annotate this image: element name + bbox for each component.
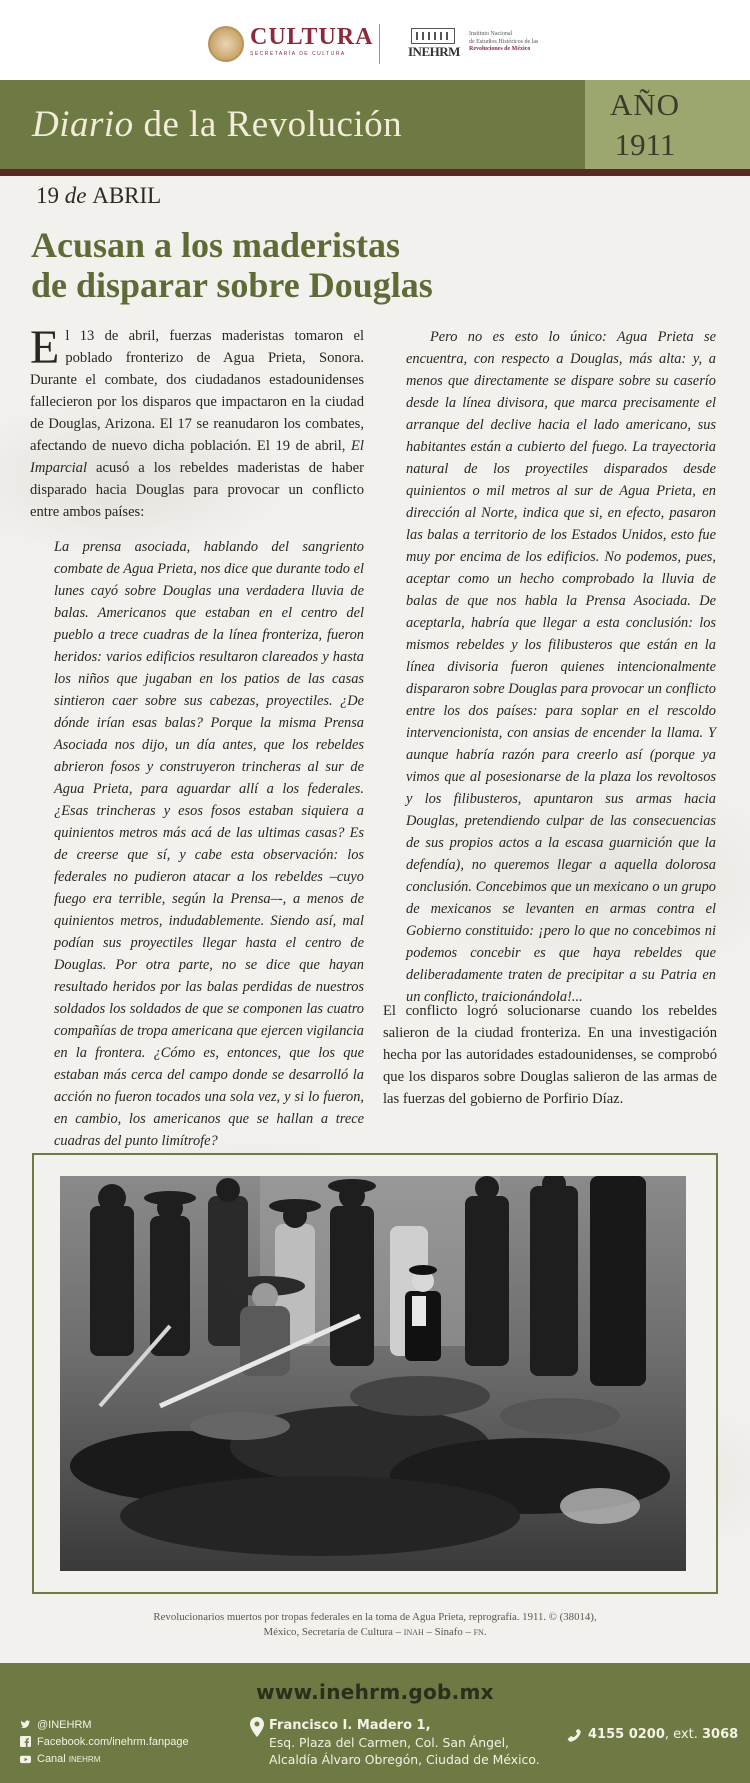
caption-credit-a: México, Secretaría de Cultura – [263, 1626, 404, 1638]
phone-icon [566, 1727, 582, 1743]
date-day: 19 [36, 183, 59, 208]
twitter-link[interactable] [20, 1716, 189, 1733]
youtube-label-a: Canal [37, 1752, 69, 1765]
photo-illustration [60, 1176, 686, 1571]
address-title: Francisco I. Madero 1, [269, 1718, 431, 1733]
quote-paragraph-2-text: Pero no es esto lo único: Agua Prieta se encuentra, con respecto a Douglas, más alta: y, a menos que directamente se dispare sobre su caserío desde la línea divisora, que marca precisamente el arranque del declive hacia el lado americano, sus habitantes están a cubierto del fuego. La trayectoria natural de los proyectiles disparados desde quinientos o mil metros al sur de Agua Prieta, en dirección al Norte, indica que si, en efecto, pasaron las balas a territorio de los Estados Unidos, esto fue muy por encima de los edificios. No podemos, pues, aceptar como un hecho comprobado la lluvia de balas de que nos habla la Prensa Asociada. De aceptarla, habría que llegar a esta conclusión: los mismos rebeldes y los filibusteros que están en la línea divisoria fueron quienes intencionalmente dispararon sobre Douglas para provocar un conflicto entre los dos países: para soplar en el rescoldo intervencionista, con ansias de encender la llama. Y aunque habría razón para creerlo así (porque ya vimos que al posesionarse de la plaza los revoltosos y los filibusteros, apuntaron sus armas hacia Douglas, pretendiendo culpar de las consecuencias de sus propios actos a la escasa guarnición que la defendía), no queremos llegar a aquella dolorosa conclusión. Concebimos que un mexicano o un grupo de mexicanos se levanten en armas contra el Gobierno constituido: ¡pero lo que no concebimos ni podemos concebir es que haya rebeldes que deliberadamente traten de precipitar a su Patria en un conflicto, traicionándola!... [406, 329, 716, 1005]
cultura-logo: CULTURA [250, 24, 374, 50]
address-line-3: Alcaldía Álvaro Obregón, Ciudad de México. [269, 1752, 540, 1767]
logo-divider [379, 24, 380, 64]
year-label: AÑO [609, 87, 681, 122]
phone-ext-label: , ext. [664, 1727, 702, 1742]
caption-credit-c: . [483, 1626, 487, 1638]
location-pin-icon [250, 1717, 264, 1737]
institute-line-3: Revoluciones de México [469, 46, 531, 52]
header-rule [0, 169, 750, 176]
social-links [20, 1716, 189, 1767]
newspaper-name: El Imparcial [30, 438, 364, 476]
mexico-seal-icon [208, 26, 244, 62]
youtube-icon [20, 1753, 31, 1764]
headline [31, 225, 531, 305]
institute-name [469, 31, 549, 54]
website-link[interactable]: www.inehrm.gob.mx [256, 1680, 494, 1704]
article-date [36, 183, 161, 209]
facebook-url: Facebook.com/inehrm.fanpage [37, 1735, 189, 1748]
inehrm-wordmark: INEHRM [408, 44, 460, 59]
phone-main: 4155 0200 [588, 1727, 665, 1742]
caption-line-2 [100, 1625, 650, 1640]
address-line-2: Esq. Plaza del Carmen, Col. San Ángel, [269, 1735, 509, 1750]
youtube-label [37, 1753, 100, 1765]
quote-paragraph-2 [406, 326, 716, 1008]
date-de: de [59, 183, 93, 208]
headline-line-2: de disparar sobre Douglas [31, 265, 433, 305]
header-title-rest: de la Revolución [133, 104, 403, 145]
caption-line-1: Revolucionarios muertos por tropas federales en la toma de Agua Prieta, reprografía. 1911. © (38014), [153, 1611, 597, 1623]
facebook-link[interactable] [20, 1733, 189, 1750]
quote-indent [406, 329, 430, 345]
youtube-link[interactable] [20, 1750, 189, 1767]
caption-fn: fn [473, 1626, 484, 1638]
photo-caption [100, 1610, 650, 1640]
year-value: 1911 [614, 127, 676, 162]
cultura-subtitle: SECRETARÍA DE CULTURA [250, 51, 346, 57]
intro-text-b: acusó a los rebeldes maderistas de haber disparado hacia Douglas para provocar un conflicto entre ambos países: [30, 460, 364, 520]
headline-line-1: Acusan a los maderistas [31, 225, 401, 265]
drop-cap: E [30, 321, 60, 374]
twitter-handle: @INEHRM [37, 1718, 92, 1731]
header-title [32, 103, 402, 146]
phone-number[interactable] [588, 1727, 738, 1742]
address [269, 1716, 540, 1768]
header-title-italic: Diario [32, 104, 134, 145]
inehrm-logo [407, 28, 463, 58]
phone-ext: 3068 [701, 1727, 739, 1742]
youtube-label-b: inehrm [68, 1752, 101, 1765]
caption-inah: inah [403, 1626, 424, 1638]
institute-line-1: Instituto Nacional [469, 31, 513, 37]
date-month: ABRIL [92, 183, 162, 208]
historical-photo [60, 1176, 686, 1571]
closing-paragraph: El conflicto logró solucionarse cuando los rebeldes salieron de la ciudad fronteriza. En una investigación hecha por las autoridades estadounidenses, se comprobó que los disparos sobre Douglas salieron de las armas de las fuerzas del gobierno de Porfirio Díaz. [383, 1003, 717, 1107]
intro-paragraph [30, 321, 364, 523]
twitter-icon [20, 1719, 31, 1730]
logo-bar [0, 0, 750, 80]
caption-credit-b: – Sinafo – [423, 1626, 474, 1638]
building-icon [411, 28, 455, 44]
intro-text-a: l 13 de abril, fuerzas maderistas tomaron el poblado fronterizo de Agua Prieta, Sonora. Durante el combate, dos ciudadanos estadounidenses fallecieron por los disparos que impactaron en la ciudad de Douglas, Arizona. El 17 se reanudaron los combates, afectando de nuevo dicha población. El 19 de abril, [30, 328, 364, 454]
institute-line-2: de Estudios Históricos de las [469, 38, 539, 45]
facebook-icon [20, 1736, 31, 1747]
quote-paragraph-1: La prensa asociada, hablando del sangriento combate de Agua Prieta, nos dice que durante todo el lunes cayó sobre Douglas una verdadera lluvia de balas. Americanos que estaban en el centro del pueblo a trece cuadras de la línea fronteriza, fueron heridos: varios edificios resultaron clareados y hasta los niños que jugaban en los patios de las casas sintieron caer sobre sus cabezas, proyectiles. ¿De dónde irían esas balas? Porque la misma Prensa Asociada nos dijo, un día antes, que los rebeldes abrieron fosos y construyeron trincheras al sur de Agua Prieta, para aguardar allí a los federales. ¿Esas trincheras y esos fosos estaban siquiera a quinientos metros más acá de las ultimas casas? Es de creerse que sí, y cabe esta observación: los federales no pudieron atacar a los rebeldes –cuyo fuego era terrible, según la Prensa–-, a menos de quinientos metros, indudablemente. Siendo así, mal podían sus proyectiles llegar hasta el centro de Douglas. Por otra parte, no se dice que hayan resultado heridos por las balas perdidas de nuestros soldados los soldados de que se componen las cuatro compañías de tropa americana que ejercen vigilancia en la frontera. ¿Cómo es, entonces, que los que estaban más cerca del campo donde se desarrolló la acción no fueron tocados una sola vez, y si lo fueron, en cambio, los americanos que se hallan a trece cuadras del punto limítrofe? [54, 539, 364, 1149]
